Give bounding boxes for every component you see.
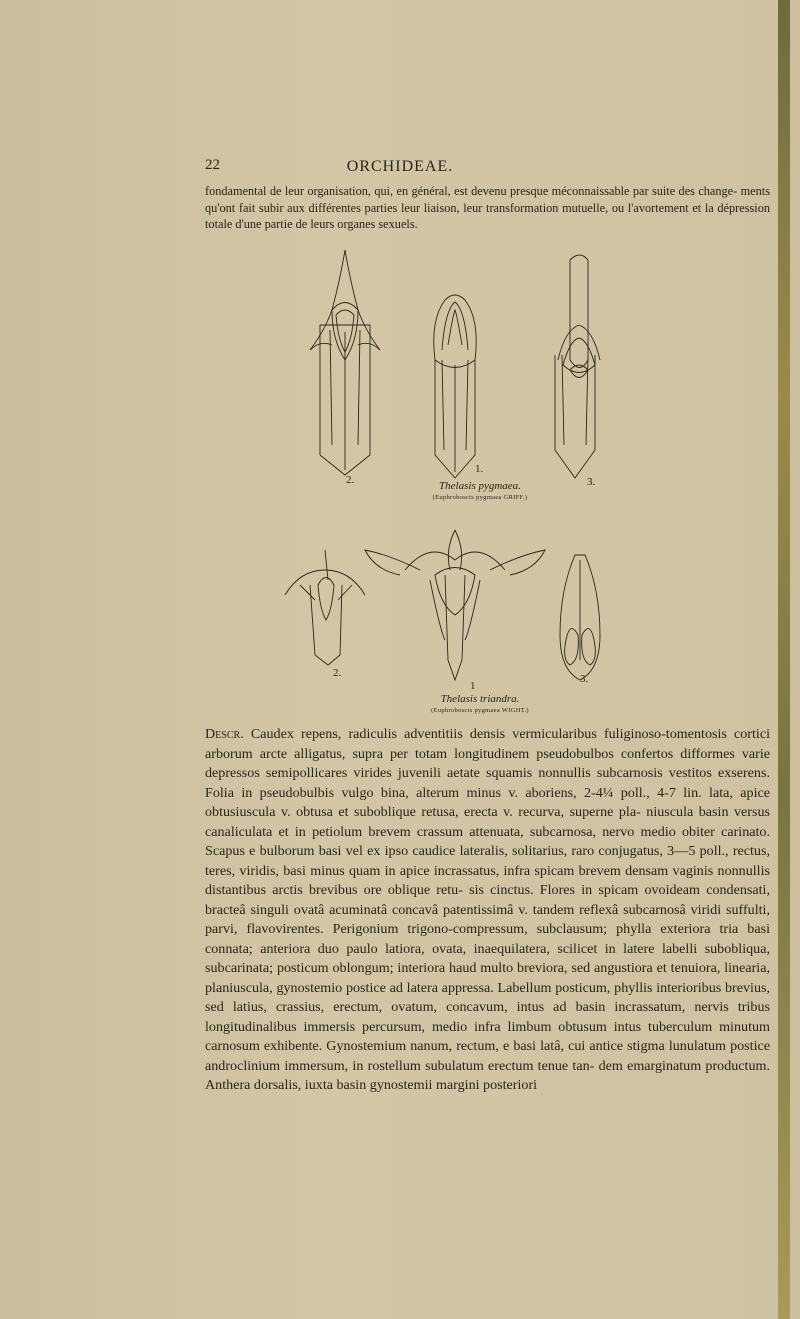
figure-label-lower-3: 3. xyxy=(580,673,589,685)
species-synonym: (Euphroboscis pygmaea WIGHT.) xyxy=(431,707,529,714)
species-synonym: (Euphroboscis pygmaea GRIFF.) xyxy=(432,494,528,501)
figure-upper-3-flower xyxy=(555,255,600,478)
botanical-plate xyxy=(270,240,630,690)
intro-paragraph: fondamental de leur organisation, qui, en général, est devenu presque méconnaissable par suite des change- ments qu'ont fait subir aux différentes parties leur liaison, leur transformation mutuelle, ou l'avortement et la dépression totale d'une partie de leurs organes sexuels. xyxy=(205,184,770,232)
figure-upper-2-flower xyxy=(310,250,380,475)
figure-label-upper-1: 1. xyxy=(475,463,484,475)
running-title: ORCHIDEAE. xyxy=(346,158,454,175)
species-name: Thelasis triandra. xyxy=(440,693,520,705)
figure-caption-lower xyxy=(410,693,550,714)
description-paragraph xyxy=(205,725,770,1096)
description-text: Caudex repens, radiculis adventitiis densis vermicularibus fuliginoso-tomentosis cortici arborum arcte alligatus, supra per totam longitudinem pseudobulbos confertos difformes varie depressos semipollicares virides juvenili aetate squamis nonnullis subcarnosis vestitos exserens. Folia in pseudobulbis vulgo bina, alterum minus v. aboriens, 2-4¼ poll., 4-7 lin. lata, apice obtusiuscula v. obtusa et suboblique retusa, erecta v. recurva, superne pla- niuscula basin versus canaliculata et in petiolum brevem crassum attenuata, subcarnosa, nervo medio obiter carinato. Scapus e bulborum basi vel ex ipso caudice lateralis, solitarius, raro conjugatus, 3—5 poll., rectus, teres, viridis, basi minus quam in apice incrassatus, infra spicam brevem densam vaginis nonnullis distantibus arctis brevibus ore oblique retu- sis cinctus. Flores in spicam ovoideam condensati, bracteâ singuli ovatâ acuminatâ concavâ patentissimâ v. tandem reflexâ subcarnosâ viridi suffulti, parvi, flavovirentes. Perigonium trigono-compressum, subclausum; phylla exteriora tria basi connata; anteriora duo paulo latiora, ovata, inaequilatera, scilicet in latere labelli subobliqua, subcarinata; posticum oblongum; interiora haud multo breviora, sed angustiora et tenuiora, linearia, planiuscula, gynostemio postice ad latera appressa. Labellum posticum, phyllis interioribus brevius, sed latius, crassius, erectum, ovatum, concavum, intus ad basin incrassatum, nervis tribus longitudinalibus immersis percursum, medio infra limbum obtusum intus tuberculum minutum carnosum exhibente. Gynostemium nanum, rectum, e basi latâ, cui antice stigma lunulatum postice androclinium immersum, in rostellum subulatum erectum tenue tan- dem emarginatum productum. Anthera dorsalis, iuxta basin gynostemii margini posteriori xyxy=(205,726,770,1093)
figure-caption-upper xyxy=(410,480,550,501)
page-number: 22 xyxy=(205,157,220,173)
species-name: Thelasis pygmaea. xyxy=(439,480,521,492)
figure-label-lower-1: 1 xyxy=(470,680,476,692)
figure-lower-3-flower xyxy=(560,555,600,680)
figure-label-upper-3: 3. xyxy=(587,476,596,488)
page-edge xyxy=(778,0,790,1319)
description-lead: Descr. xyxy=(205,726,244,742)
figure-lower-2-flower xyxy=(285,550,365,665)
figure-upper-1-flower xyxy=(434,295,477,478)
figure-label-lower-2: 2. xyxy=(333,667,342,679)
figure-lower-1-flower xyxy=(365,530,545,680)
figure-label-upper-2: 2. xyxy=(346,474,355,486)
